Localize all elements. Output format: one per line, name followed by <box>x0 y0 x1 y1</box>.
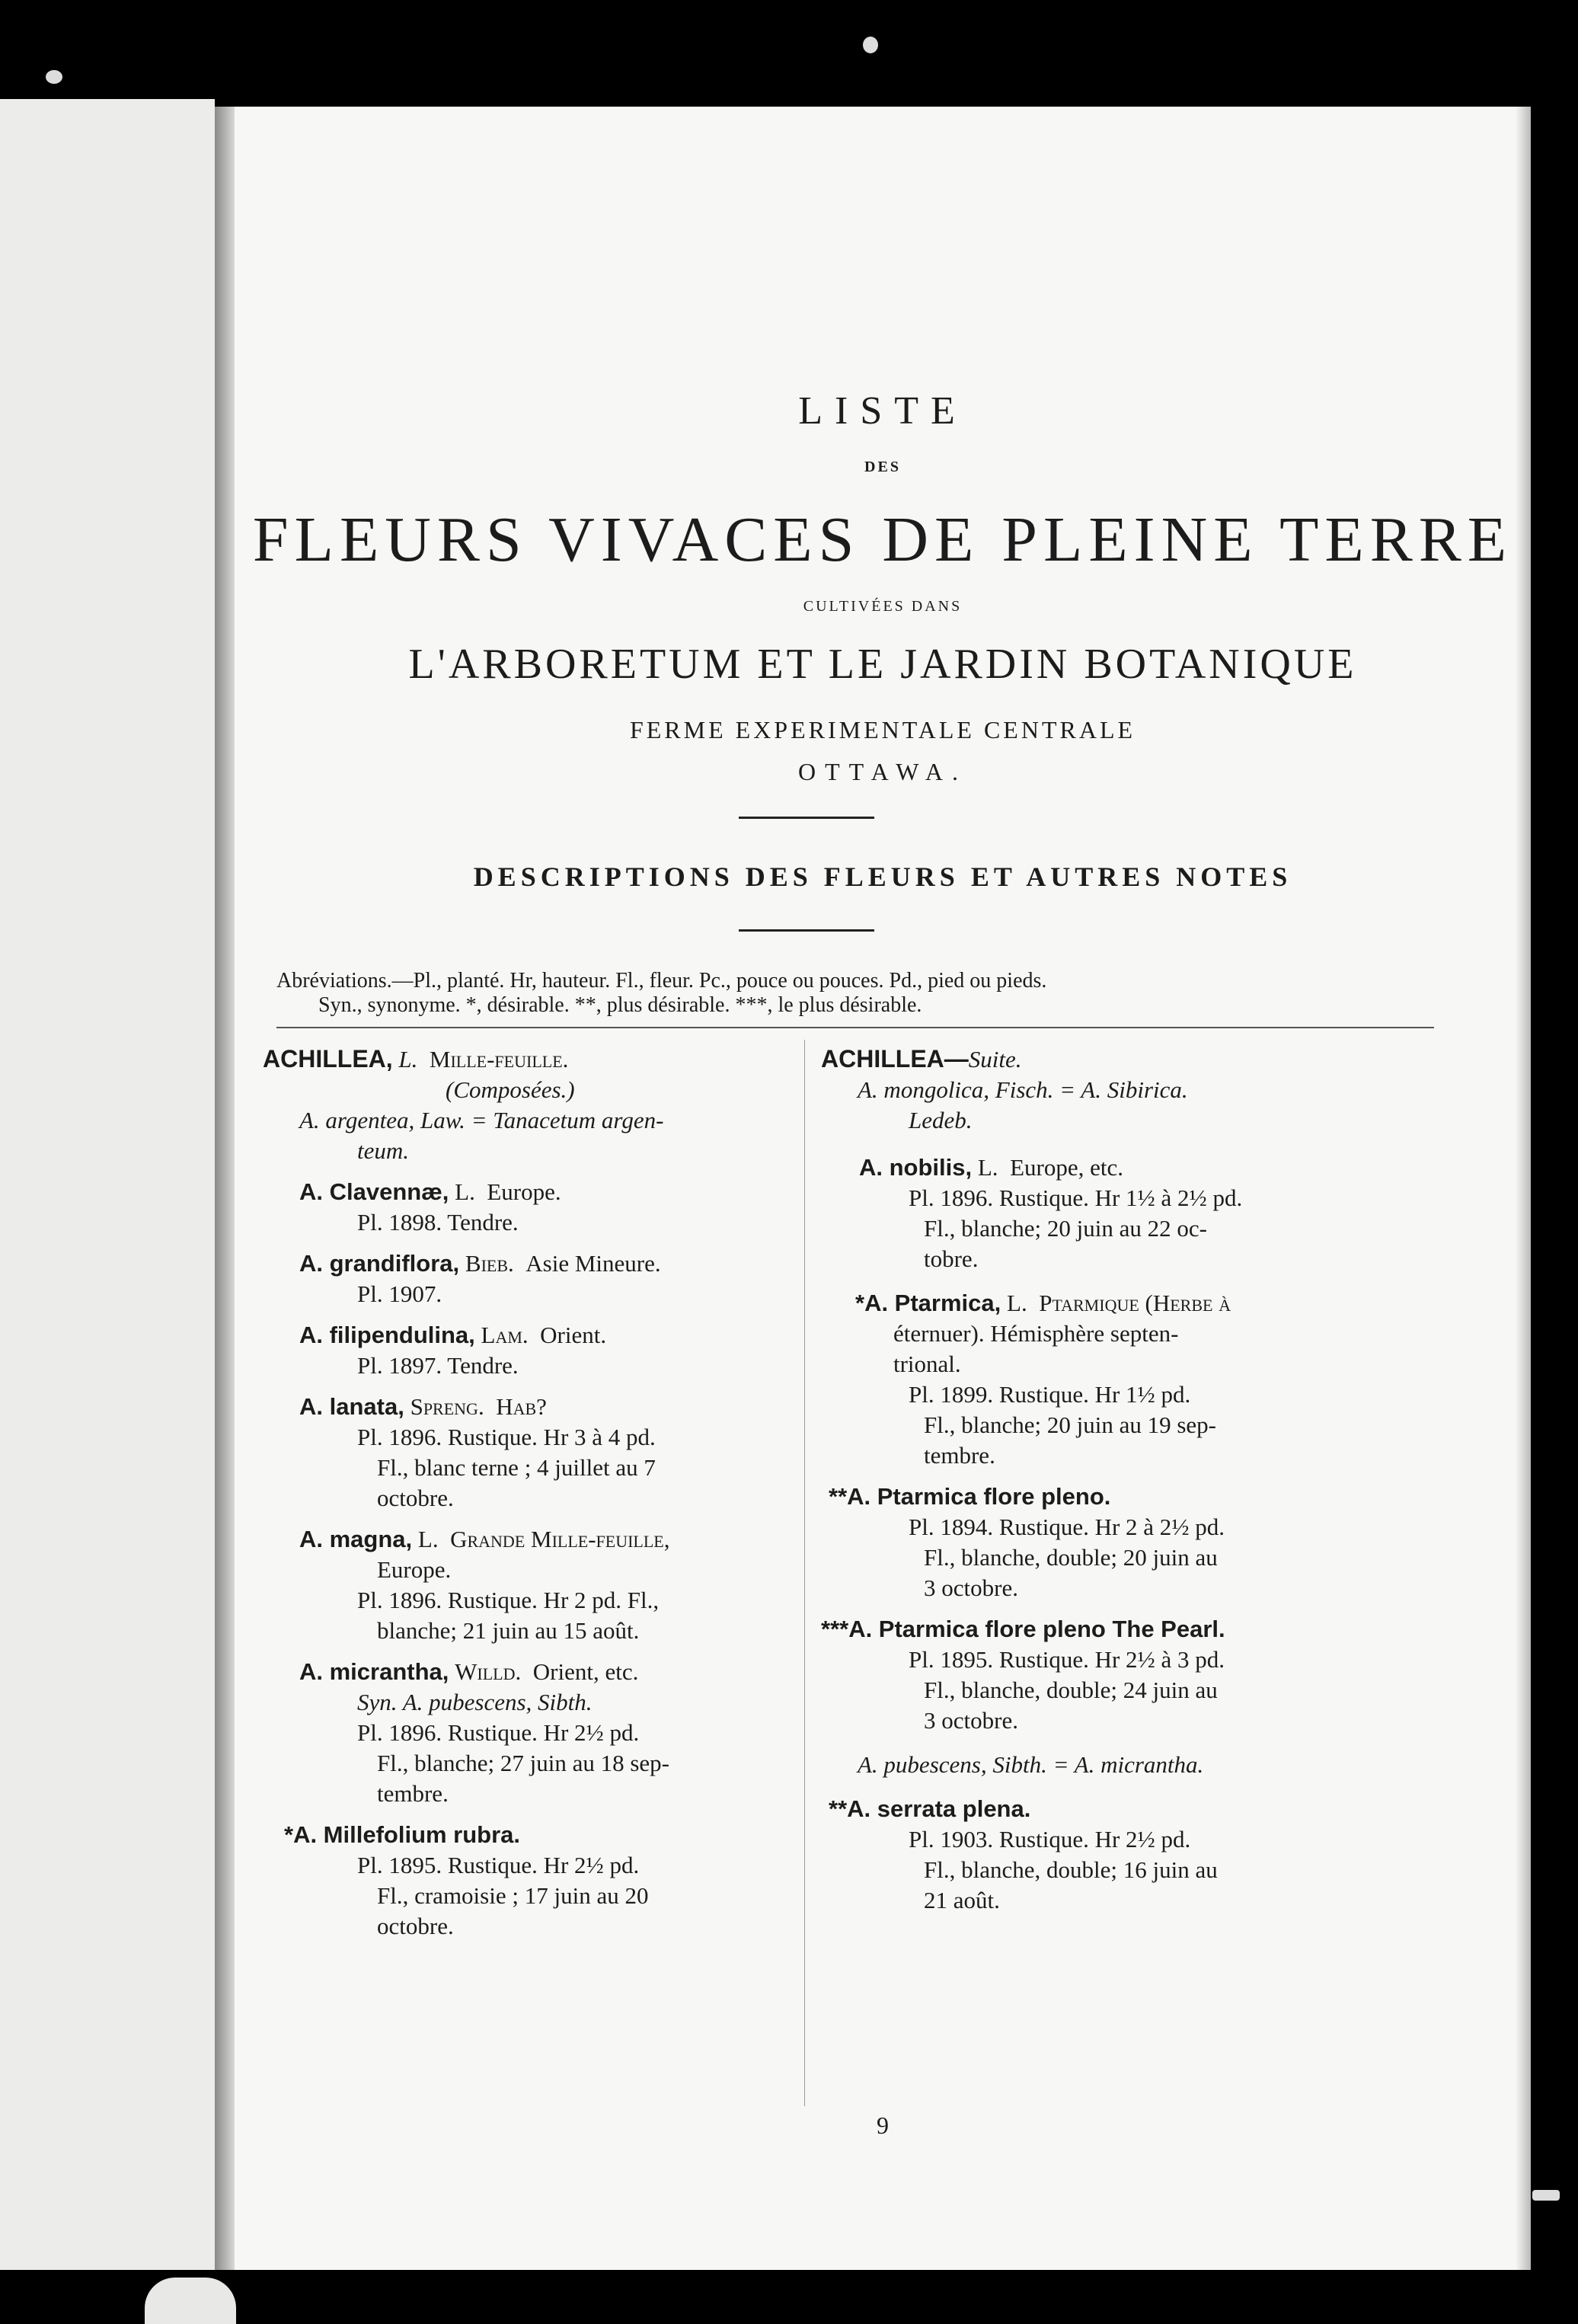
species-detail: Fl., blanche; 27 juin au 18 sep- <box>377 1750 669 1776</box>
list-item <box>263 1392 796 1514</box>
dust-speck <box>46 70 62 84</box>
genus-common-name: Mille-feuille. <box>429 1046 569 1072</box>
species-name: *A. Ptarmica, <box>855 1290 1001 1316</box>
species-location: Asie Mineure. <box>525 1250 661 1277</box>
dust-speck <box>1532 2190 1560 2201</box>
species-detail: 21 août. <box>924 1887 1000 1913</box>
species-detail: Pl. 1903. Rustique. Hr 2½ pd. <box>909 1826 1191 1852</box>
heading-liste: LISTE <box>798 389 967 433</box>
list-item <box>821 1482 1453 1603</box>
species-common-name: Ptarmique (Herbe à <box>1039 1290 1231 1316</box>
species-name: **A. Ptarmica flore pleno. <box>829 1483 1111 1510</box>
species-detail: Pl. 1896. Rustique. Hr 1½ à 2½ pd. <box>909 1184 1243 1211</box>
species-detail: Pl. 1896. Rustique. Hr 3 à 4 pd. <box>357 1424 656 1450</box>
species-detail: tembre. <box>377 1780 449 1807</box>
species-name: A. micrantha, <box>299 1658 449 1685</box>
species-detail: Pl. 1894. Rustique. Hr 2 à 2½ pd. <box>909 1514 1225 1540</box>
divider-rule <box>739 817 874 819</box>
species-detail: Pl. 1895. Rustique. Hr 2½ pd. <box>357 1852 640 1878</box>
species-author: L. <box>1007 1290 1027 1316</box>
facing-page-edge <box>0 99 215 2270</box>
species-detail: Pl. 1897. Tendre. <box>357 1352 519 1379</box>
species-detail: octobre. <box>377 1485 454 1511</box>
list-item <box>263 1248 796 1309</box>
species-name: **A. serrata plena. <box>829 1795 1031 1822</box>
genus-family: (Composées.) <box>446 1076 575 1103</box>
list-item <box>821 1614 1453 1736</box>
genus-suite: Suite. <box>968 1046 1022 1072</box>
species-name: A. magna, <box>299 1526 413 1552</box>
species-synonym: Syn. A. pubescens, Sibth. <box>357 1689 593 1715</box>
book-gutter <box>215 107 235 2270</box>
abbreviations-line-2: Syn., synonyme. *, désirable. **, plus désirable. ***, le plus désirable. <box>318 993 922 1017</box>
species-detail: Pl. 1899. Rustique. Hr 1½ pd. <box>909 1381 1191 1408</box>
species-detail: blanche; 21 juin au 15 août. <box>377 1617 640 1644</box>
species-detail: 3 octobre. <box>924 1574 1018 1601</box>
species-detail: Fl., blanche; 20 juin au 19 sep- <box>924 1411 1216 1438</box>
species-name: A. nobilis, <box>859 1154 973 1181</box>
species-name: ***A. Ptarmica flore pleno The Pearl. <box>821 1616 1225 1642</box>
species-author: Spreng. <box>410 1393 484 1420</box>
species-name: A. Clavennæ, <box>299 1178 449 1205</box>
page-title: FLEURS VIVACES DE PLEINE TERRE <box>252 504 1513 575</box>
species-location: Orient, etc. <box>532 1658 639 1685</box>
species-detail: tobre. <box>924 1245 979 1272</box>
species-location: Hab? <box>496 1393 547 1420</box>
genus-heading <box>821 1044 1453 1136</box>
list-item: A. argentea, Law. = Tanacetum argen- <box>299 1107 664 1133</box>
genus-author: L. <box>398 1046 418 1072</box>
species-detail: Fl., cramoisie ; 17 juin au 20 <box>377 1882 649 1909</box>
list-item <box>821 1152 1453 1274</box>
species-author: Bieb. <box>465 1250 514 1277</box>
species-location: Orient. <box>540 1322 607 1348</box>
species-name: A. grandiflora, <box>299 1250 460 1277</box>
species-detail: Fl., blanche, double; 20 juin au <box>924 1544 1218 1571</box>
heading-ottawa: OTTAWA. <box>798 758 967 785</box>
species-location: Europe. <box>377 1556 452 1583</box>
species-detail: Fl., blanche; 20 juin au 22 oc- <box>924 1215 1207 1242</box>
list-item: A. mongolica, Fisch. = A. Sibirica. <box>858 1076 1188 1103</box>
species-detail: 3 octobre. <box>924 1707 1018 1734</box>
species-detail: Pl. 1896. Rustique. Hr 2½ pd. <box>357 1719 640 1746</box>
species-location: Europe. <box>487 1178 561 1205</box>
column-divider <box>804 1040 805 2106</box>
species-author: L. <box>977 1154 998 1181</box>
heading-ferme: FERME EXPERIMENTALE CENTRALE <box>629 716 1136 743</box>
list-item <box>263 1320 796 1381</box>
list-item <box>821 1750 1453 1780</box>
species-detail: Pl. 1895. Rustique. Hr 2½ à 3 pd. <box>909 1646 1225 1673</box>
list-item <box>263 1524 796 1646</box>
species-detail: Pl. 1898. Tendre. <box>357 1209 519 1236</box>
genus-name: ACHILLEA— <box>821 1045 969 1072</box>
left-column <box>263 1044 796 1952</box>
species-common-name: Grande Mille-feuille, <box>450 1526 670 1552</box>
genus-name: ACHILLEA, <box>263 1045 393 1072</box>
dust-speck <box>863 37 878 53</box>
heading-des: DES <box>864 459 901 475</box>
species-detail: Pl. 1907. <box>357 1280 442 1307</box>
species-author: Willd. <box>455 1658 522 1685</box>
species-detail: octobre. <box>377 1913 454 1939</box>
species-detail: tembre. <box>924 1442 995 1469</box>
list-item: Ledeb. <box>909 1107 973 1133</box>
list-item <box>263 1177 796 1238</box>
species-synonym: A. pubescens, Sibth. = A. micrantha. <box>858 1751 1204 1778</box>
binding-clip <box>145 2278 236 2324</box>
species-author: Lam. <box>481 1322 529 1348</box>
species-name: *A. Millefolium rubra. <box>284 1821 521 1848</box>
page-number: 9 <box>877 2111 889 2139</box>
species-author: L. <box>455 1178 475 1205</box>
section-heading: DESCRIPTIONS DES FLEURS ET AUTRES NOTES <box>473 862 1292 892</box>
species-detail: Pl. 1896. Rustique. Hr 2 pd. Fl., <box>357 1587 660 1613</box>
list-item <box>263 1820 796 1942</box>
species-common-name: éternuer). Hémisphère septen- <box>893 1320 1179 1347</box>
divider-rule <box>739 929 874 932</box>
heading-arboretum: L'ARBORETUM ET LE JARDIN BOTANIQUE <box>408 641 1357 688</box>
species-detail: Fl., blanche, double; 24 juin au <box>924 1677 1218 1703</box>
species-location: trional. <box>893 1351 961 1377</box>
species-detail: Fl., blanche, double; 16 juin au <box>924 1856 1218 1883</box>
species-name: A. lanata, <box>299 1393 404 1420</box>
list-item <box>821 1794 1453 1916</box>
species-author: L. <box>417 1526 439 1552</box>
right-column <box>821 1044 1453 1926</box>
divider-rule <box>276 1027 1434 1028</box>
book-page <box>235 107 1531 2270</box>
heading-cultivees: CULTIVÉES DANS <box>803 598 963 615</box>
genus-heading <box>263 1044 796 1166</box>
species-detail: Fl., blanc terne ; 4 juillet au 7 <box>377 1454 656 1481</box>
list-item <box>263 1657 796 1809</box>
page-edge-shadow <box>1516 107 1531 2270</box>
species-name: A. filipendulina, <box>299 1322 475 1348</box>
species-location: Europe, etc. <box>1010 1154 1123 1181</box>
list-item: teum. <box>357 1137 410 1164</box>
abbreviations-line-1: Abréviations.—Pl., planté. Hr, hauteur. Fl., fleur. Pc., pouce ou pouces. Pd., pied ou pieds. <box>276 969 1047 993</box>
list-item <box>821 1288 1453 1471</box>
